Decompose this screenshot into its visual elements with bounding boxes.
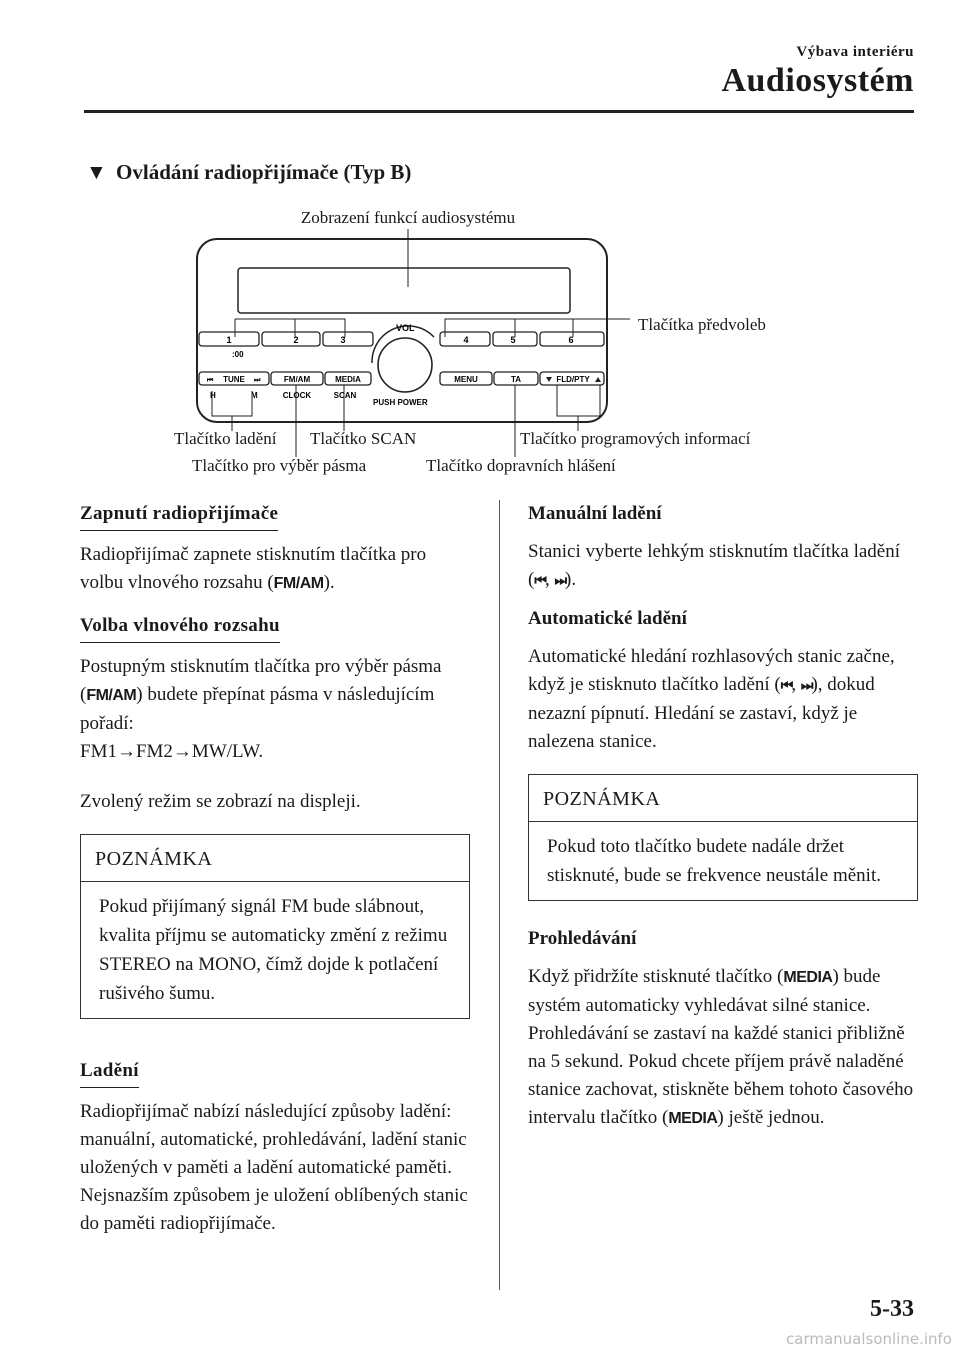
para-auto-tuning: Automatické hledání rozhlasových stanic začne, když je stisknuto tlačítko ladění (⏮, ⏭), dokud nezazní pípnutí. Hledání se zastaví, když je nalezena stanice.: [528, 646, 895, 752]
heading-band-select: Volba vlnového rozsahu: [80, 612, 280, 643]
preset-1-label: 1: [226, 335, 232, 345]
preset-4-label: 4: [463, 335, 469, 345]
note-body: Pokud přijímaný signál FM bude slábnout, kvalita příjmu se automaticky změní z režimu STEREO na MONO, čímž dojde k potlačení rušivého šumu.: [99, 896, 448, 1004]
h-label: H: [210, 391, 216, 400]
clock-label: CLOCK: [282, 391, 312, 400]
heading-power-on: Zapnutí radiopřijímače: [80, 500, 278, 531]
seek-back-icon: ⏮: [534, 573, 545, 589]
tune-label: TUNE: [223, 375, 245, 384]
para-band-display: Zvolený režim se zobrazí na displeji.: [80, 791, 361, 812]
seek-forward-icon: ⏭: [554, 573, 566, 589]
m-label: M: [251, 391, 258, 400]
media-chip: MEDIA: [783, 969, 833, 986]
preset-3-label: 3: [340, 335, 346, 345]
callout-scan: Tlačítko SCAN: [310, 429, 417, 448]
callout-band: Tlačítko pro výběr pásma: [192, 456, 367, 475]
section-heading-text: Ovládání radiopřijímače (Typ B): [116, 160, 412, 184]
section-heading: [86, 160, 411, 185]
header-title: Audiosystém: [721, 62, 914, 99]
para-manual-tuning: Stanici vyberte lehkým stisknutím tlačítka ladění (⏮, ⏭).: [528, 541, 901, 590]
ta-label: TA: [510, 375, 522, 384]
vol-label: VOL: [396, 323, 415, 333]
volume-knob[interactable]: [378, 338, 432, 392]
page-number: 5-33: [870, 1296, 914, 1322]
clock-00-label: :00: [232, 350, 244, 359]
heading-scan: Prohledávání: [528, 928, 637, 949]
heading-auto-tuning: Automatické ladění: [528, 608, 687, 629]
seek-back-icon-2: ⏮: [780, 678, 792, 694]
fm-am-chip-2: FM/AM: [86, 687, 137, 704]
tune-fwd-icon: ⏭: [254, 377, 261, 384]
fm-am-label: FM/AM: [283, 375, 311, 384]
heading-manual-tuning: Manuální ladění: [528, 503, 662, 524]
scan-label: SCAN: [333, 391, 357, 400]
radio-unit: [197, 239, 607, 422]
media-chip-2: MEDIA: [668, 1110, 718, 1127]
preset-2-label: 2: [293, 335, 299, 345]
para-scan: Když přidržíte stisknuté tlačítko (MEDIA) bude systém automaticky vyhledávat silné stanice. Prohledávání se zastaví na každé stanici přibližně na 5 sekund. Pokud chcete příjem právě naladěné stanice zachovat, stiskněte během tohoto časového intervalu tlačítko (MEDIA) ještě jednou.: [528, 966, 914, 1128]
fm-am-chip: FM/AM: [273, 575, 324, 592]
preset-2-button[interactable]: [262, 332, 320, 346]
watermark: carmanualsonline.info: [786, 1330, 952, 1348]
note-body-2: Pokud toto tlačítko budete nadále držet stisknuté, bude se frekvence neustále měnit.: [547, 836, 881, 886]
preset-3-button[interactable]: [323, 332, 373, 346]
note-heading-2: POZNÁMKA: [529, 775, 917, 822]
callout-display: Zobrazení funkcí audiosystému: [300, 208, 516, 227]
display-window: [238, 268, 570, 313]
note-box-fm: [80, 834, 470, 1019]
preset-6-label: 6: [568, 335, 574, 345]
tune-back-icon: ⏮: [207, 377, 214, 384]
menu-label: MENU: [454, 375, 478, 384]
left-column: [80, 500, 470, 1248]
seek-forward-icon-2: ⏭: [800, 678, 812, 694]
callout-tune: Tlačítko ladění: [174, 429, 277, 448]
callout-pty: Tlačítko programových informací: [520, 429, 751, 448]
para-tuning: Radiopřijímač nabízí následující způsoby ladění: manuální, automatické, prohledávání, ladění stanic uložených v paměti a ladění automatické paměti. Nejsnazším způsobem je uložení oblíbených stanic do paměti radiopřijímače.: [80, 1101, 468, 1234]
push-power-label: PUSH POWER: [373, 398, 428, 407]
triangle-icon: ▼: [86, 160, 107, 184]
note-box-hold: [528, 774, 918, 901]
note-heading: POZNÁMKA: [81, 835, 469, 882]
column-divider: [499, 500, 500, 1290]
para-power-on: Radiopřijímač zapnete stisknutím tlačítka pro volbu vlnového rozsahu (FM/AM).: [80, 544, 427, 593]
callout-ta: Tlačítko dopravních hlášení: [426, 456, 616, 475]
band-sequence: FM1→FM2→MW/LW.: [80, 741, 264, 762]
right-column: [528, 500, 918, 1143]
para-band-select: Postupným stisknutím tlačítka pro výběr pásma (FM/AM) budete přepínat pásma v následujícím pořadí: FM1→FM2→MW/LW.: [80, 656, 442, 762]
media-label: MEDIA: [335, 375, 361, 384]
header-section: Výbava interiéru: [796, 44, 914, 60]
fld-pty-label: FLD/PTY: [556, 375, 590, 384]
preset-5-label: 5: [510, 335, 516, 345]
radio-diagram: [0, 195, 960, 480]
heading-tuning: Ladění: [80, 1057, 139, 1088]
header-rule: [84, 110, 914, 113]
callout-presets: Tlačítka předvoleb: [638, 315, 766, 334]
